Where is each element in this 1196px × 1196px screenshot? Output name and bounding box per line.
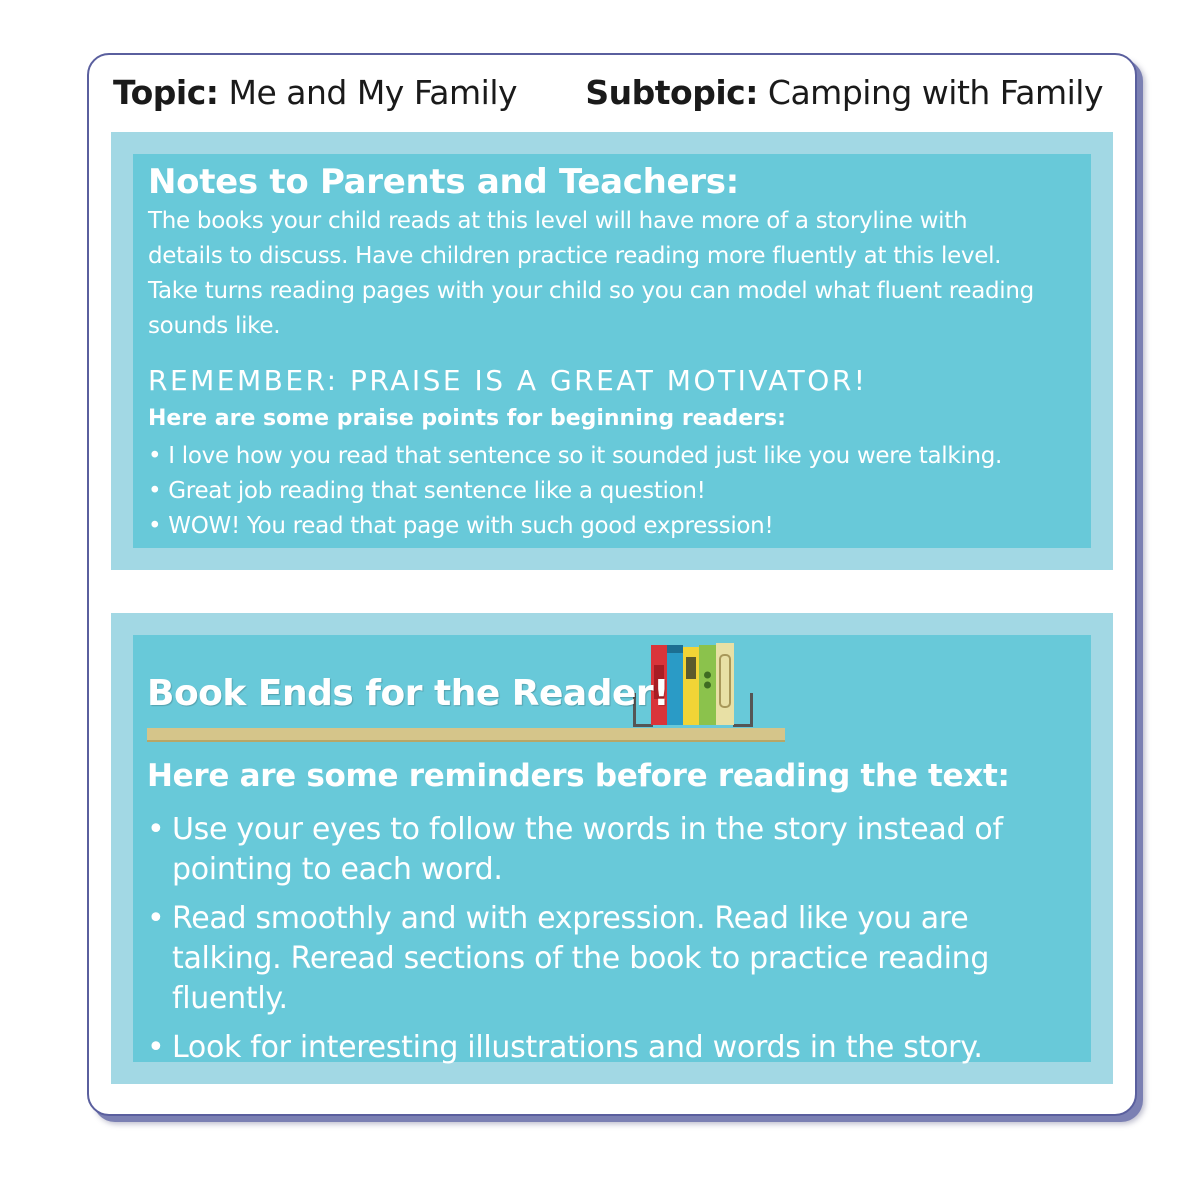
book-ends-title: Book Ends for the Reader! — [147, 673, 670, 714]
notes-panel — [111, 132, 1113, 570]
reminder-heading: Here are some reminders before reading the text: — [147, 758, 1010, 794]
topic-header — [113, 73, 517, 112]
subtopic-value: Camping with Family — [767, 73, 1103, 112]
reminder-item: • Use your eyes to follow the words in the story instead of pointing to each word. — [147, 810, 1077, 890]
info-card — [87, 53, 1137, 1116]
reminder-list — [147, 810, 1077, 1077]
praise-item: • Great job reading that sentence like a question! — [148, 474, 1002, 509]
notes-panel-inner — [133, 154, 1091, 548]
reminder-item: • Look for interesting illustrations and words in the story. — [147, 1028, 1077, 1068]
topic-value: Me and My Family — [228, 73, 518, 112]
praise-heading: Here are some praise points for beginning readers: — [148, 406, 786, 431]
praise-item: • I love how you read that sentence so it sounded just like you were talking. — [148, 439, 1002, 474]
book-ends-panel — [111, 613, 1113, 1084]
notes-body: The books your child reads at this level will have more of a storyline with details to discuss. Have children practice reading more fluently at this level. Take turns reading pages with your child so you can model what fluent reading sounds like. — [148, 208, 1034, 339]
subtopic-label: Subtopic: — [585, 73, 758, 112]
subtopic-header — [585, 73, 1103, 112]
remember-heading: REMEMBER: PRAISE IS A GREAT MOTIVATOR! — [148, 364, 868, 397]
reminder-item: • Read smoothly and with expression. Read like you are talking. Reread sections of the book to practice reading fluently. — [147, 899, 1077, 1019]
book-ends-panel-inner — [133, 635, 1091, 1065]
praise-list — [148, 439, 1002, 544]
topic-label: Topic: — [113, 73, 219, 112]
praise-item: • WOW! You read that page with such good expression! — [148, 509, 1002, 544]
notes-title: Notes to Parents and Teachers: — [148, 162, 739, 202]
